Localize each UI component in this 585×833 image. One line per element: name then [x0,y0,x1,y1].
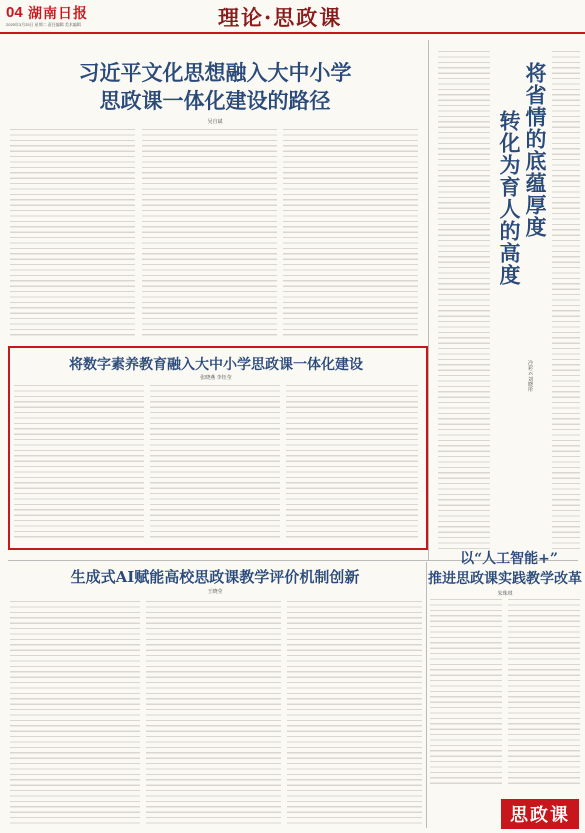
article3-column-2 [146,600,281,825]
article4-headline-line2: 转化为育人的高度 [497,110,522,286]
article2-headline: 将数字素养教育融入大中小学思政课一体化建设 [69,357,363,373]
article1-column-1 [10,128,135,338]
article3-headline: 生成式AI赋能高校思政课教学评价机制创新 [70,568,360,586]
article5-headline-line2: 推进思政课实践教学改革 [428,571,582,587]
article1-byline: 吴自斌 [207,119,223,125]
article1-column-2 [142,128,277,338]
article4-byline: 冷彩云 刘晓彤 [527,360,533,392]
article2-byline: 张晓燕 李钰莹 [200,375,232,381]
section-title: 理论·思政课 [218,5,343,30]
article2-column-2 [150,384,280,539]
header-rule [0,32,585,34]
article5-headline-line1: 以“人工智能+” [460,551,558,567]
article1-headline-line2: 思政课一体化建设的路径 [99,88,331,113]
article4-column-1 [438,50,490,550]
page-number: 04 [6,4,23,21]
article5-column-2 [508,598,580,788]
section-stamp: 思政课 [501,799,579,829]
article5-byline: 朱珠琪 [497,591,513,597]
article4-column-2 [552,50,580,550]
article3-column-3 [287,600,422,825]
article1-column-3 [283,128,418,338]
column-divider [428,40,429,560]
newspaper-logo: 湖南日报 [28,6,88,22]
article2-column-3 [286,384,418,539]
article4-headline-line1: 将省情的底蕴厚度 [523,62,548,238]
article1-headline-line1: 习近平文化思想融入大中小学 [78,60,352,85]
article5-column-1 [430,598,502,788]
masthead-meta: 2025年3月25日 星期二 责任编辑 美术编辑 [6,22,81,27]
column-divider-lower [426,562,427,828]
article2-column-1 [14,384,144,539]
article3-byline: 王晓莹 [207,589,223,595]
article3-column-1 [10,600,140,825]
